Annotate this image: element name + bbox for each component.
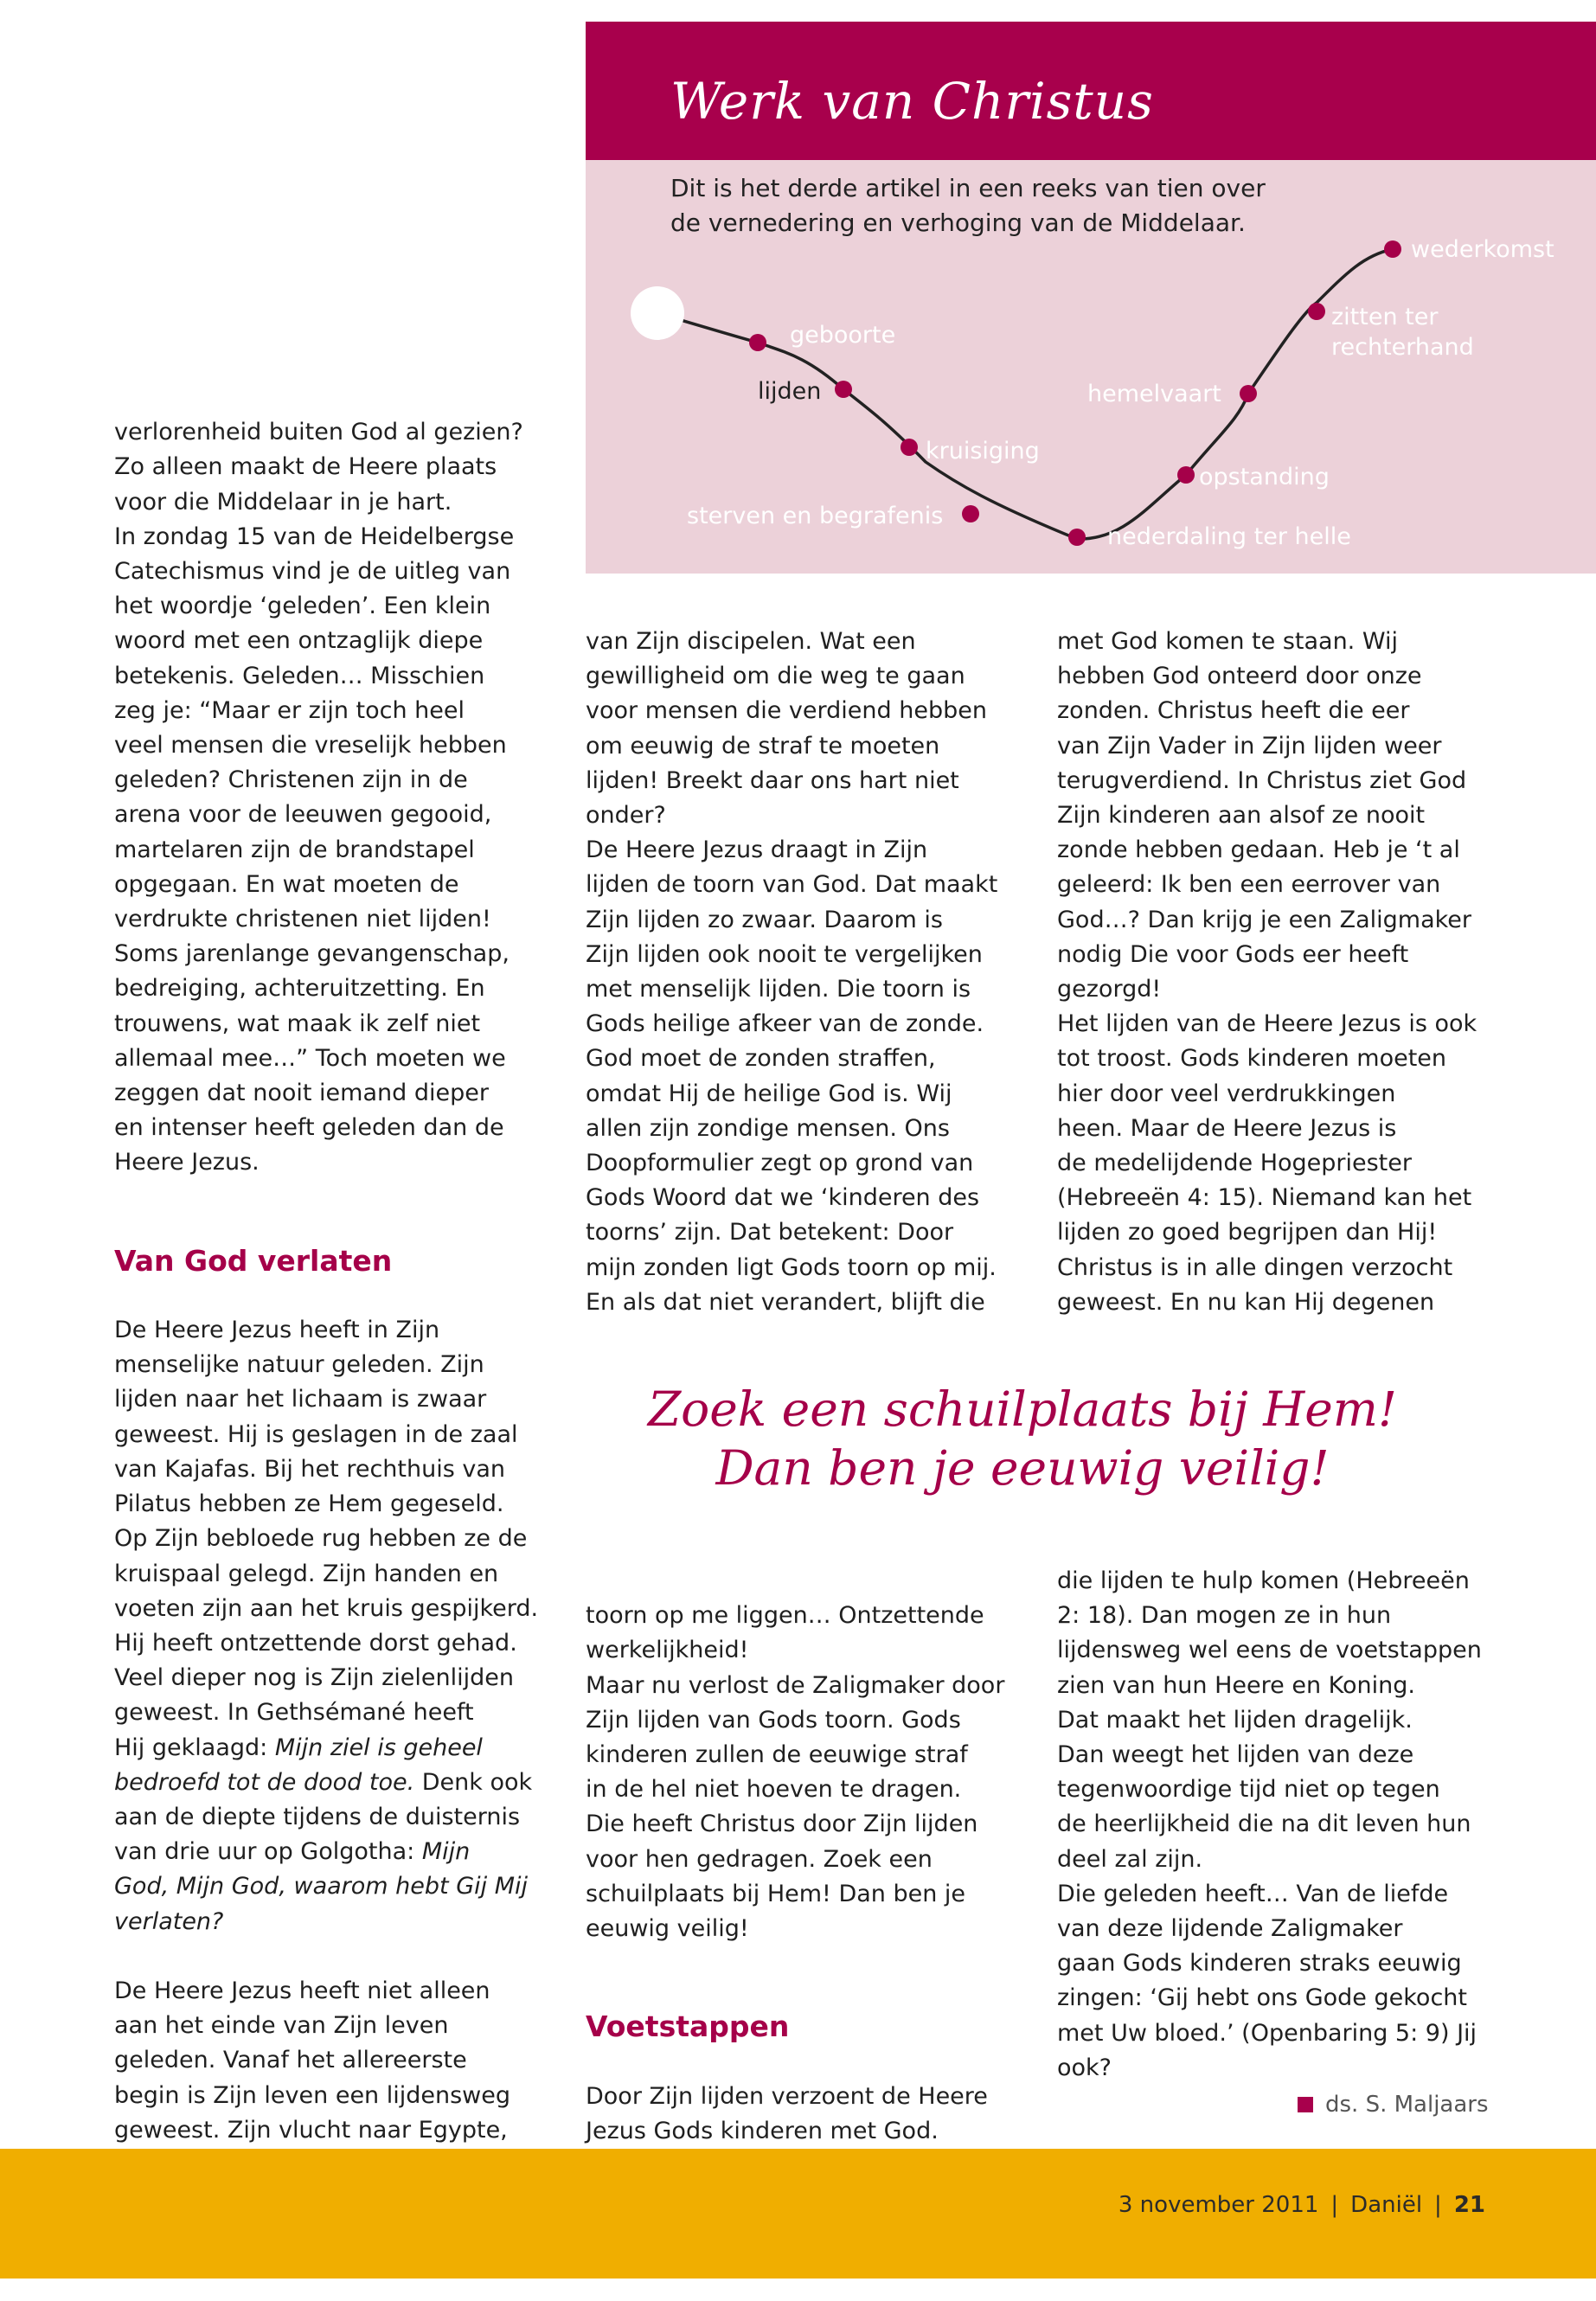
label-rechterhand: rechterhand	[1331, 334, 1474, 361]
byline-square-icon	[1298, 2097, 1313, 2112]
paragraph: De Heere Jezus heeft niet alleen aan het einde van Zijn leven geleden. Vanaf het allereerste begin is Zijn leven een lijdensweg geweest. Zijn vlucht naar Egypte,	[114, 1977, 511, 2144]
timeline-start-dot	[631, 286, 684, 340]
dot-sterven	[962, 505, 979, 522]
label-sterven-en-begrafenis: sterven en begrafenis	[687, 503, 944, 529]
label-wederkomst: wederkomst	[1411, 236, 1554, 263]
page-number: 21	[1453, 2192, 1485, 2218]
column-3-top: met God komen te staan. Wij hebben God onteerd door onze zonden. Christus heeft die eer van Zijn Vader in Zijn lijden weer terugverdiend. In Christus ziet God Zijn kinderen aan alsof ze nooit zonde hebben gedaan. Heb je ‘t al geleerd: Ik ben een eerrover van God…? Dan krijg je een Zaligmaker nodig Die voor Gods eer heeft gezorgd! Het lijden van de Heere Jezus is ook tot troost. Gods kinderen moeten hier door veel verdrukkingen heen. Maar de Heere Jezus is de medelijdende Hogepriester (Hebreeën 4: 15). Niemand kan het lijden zo goed begrijpen dan Hij! Christus is in alle dingen verzocht geweest. En nu kan Hij degenen	[1057, 628, 1477, 1316]
dot-kruisiging	[901, 439, 918, 456]
dot-wederkomst	[1384, 240, 1401, 258]
label-hemelvaart: hemelvaart	[1087, 381, 1221, 407]
footer-info	[1118, 2188, 1485, 2222]
dot-lijden	[835, 381, 852, 398]
column-1	[114, 381, 564, 2287]
paragraph-text: Denk ook aan de diepte tijdens de duisternis van drie uur op Golgotha:	[114, 1768, 533, 1866]
label-nederdaling-ter-helle: nederdaling ter helle	[1107, 523, 1351, 550]
pull-quote: Zoek een schuilplaats bij Hem! Dan ben je eeuwig veilig!	[647, 1381, 1398, 1496]
paragraph: Door Zijn lijden verzoent de Heere Jezus Gods kinderen met God.	[586, 2082, 988, 2144]
label-geboorte: geboorte	[790, 322, 896, 349]
series-intro: Dit is het derde artikel in een reeks van tien over de vernedering en verhoging van de Middelaar.	[670, 174, 1266, 237]
issue-date: 3 november 2011	[1118, 2192, 1319, 2218]
paragraph-text: De Heere Jezus heeft in Zijn menselijke natuur geleden. Zijn lijden naar het lichaam is zwaar geweest. Hij is geslagen in de zaal van Kajafas. Bij het rechthuis van Pilatus hebben ze Hem gegeseld. Op Zijn bebloede rug hebben ze de kruispaal gelegd. Zijn handen en voeten zijn aan het kruis gespijkerd. Hij heeft ontzettende dorst gehad. Veel dieper nog is Zijn zielenlijden geweest. In Gethsémané heeft Hij geklaagd:	[114, 1317, 539, 1761]
dot-nederdaling	[1068, 529, 1086, 546]
paragraph: toorn op me liggen… Ontzettende werkelijkheid! Maar nu verlost de Zaligmaker door Zijn lijden van Gods toorn. Gods kinderen zullen de eeuwige straf in de hel niet hoeven te dragen. Die heeft Christus door Zijn lijden voor hen gedragen. Zoek een schuilplaats bij Hem! Dan ben je eeuwig veilig!	[586, 1602, 1005, 1943]
label-lijden: lijden	[758, 378, 822, 405]
author-name: ds. S. Maljaars	[1325, 2092, 1489, 2118]
label-kruisiging: kruisiging	[926, 438, 1040, 465]
dot-geboorte	[749, 334, 766, 351]
magazine-name: Daniël	[1350, 2192, 1423, 2218]
paragraph	[114, 1313, 564, 1939]
dot-opstanding	[1177, 466, 1195, 484]
subheading-van-god-verlaten: Van God verlaten	[114, 1243, 393, 1278]
paragraph: verlorenheid buiten God al gezien? Zo alleen maakt de Heere plaats voor die Middelaar in je hart. In zondag 15 van de Heidelbergse Catechismus vind je de uitleg van het woordje ‘geleden’. Een klein woord met een ontzaglijk diepe betekenis. Geleden… Misschien zeg je: “Maar er zijn toch heel veel mensen die vreselijk hebben geleden? Christenen zijn in de arena voor de leeuwen gegooid, martelaren zijn de brandstapel opgegaan. En wat moeten de verdrukte christenen niet lijden! Soms jarenlange gevangenschap, bedreiging, achteruitzetting. En trouwens, wat maak ik zelf niet allemaal mee…” Toch moeten we zeggen dat nooit iemand dieper en intenser heeft geleden dan de Heere Jezus.	[114, 419, 523, 1176]
subheading-voetstappen: Voetstappen	[586, 2009, 790, 2044]
label-opstanding: opstanding	[1199, 464, 1330, 490]
timeline-diagram	[586, 160, 1596, 574]
column-2-top: van Zijn discipelen. Wat een gewilligheid om die weg te gaan voor mensen die verdiend hebben om eeuwig de straf te moeten lijden! Breekt daar ons hart niet onder? De Heere Jezus draagt in Zijn lijden de toorn van God. Dat maakt Zijn lijden zo zwaar. Daarom is Zijn lijden ook nooit te vergelijken met menselijk lijden. Die toorn is Gods heilige afkeer van de zonde. God moet de zonden straffen, omdat Hij de heilige God is. Wij allen zijn zondige mensen. Ons Doopformulier zegt op grond van Gods Woord dat we ‘kinderen des toorns’ zijn. Dat betekent: Door mijn zonden ligt Gods toorn op mij. En als dat niet verandert, blijft die	[586, 628, 998, 1316]
series-title: Werk van Christus	[670, 72, 1154, 131]
footer-separator: |	[1330, 2192, 1339, 2218]
footer-separator: |	[1434, 2192, 1442, 2218]
label-zitten-ter: zitten ter	[1331, 304, 1439, 330]
quote-gethsemane: Mijn ziel is geheel bedroefd tot de dood toe.	[114, 1734, 483, 1796]
dot-zitten	[1308, 303, 1325, 320]
column-3-bottom: die lijden te hulp komen (Hebreeën 2: 18). Dan mogen ze in hun lijdensweg wel eens de voetstappen zien van hun Heere en Koning. Dat maakt het lijden dragelijk. Dan weegt het lijden van deze tegenwoordige tijd niet op tegen de heerlijkheid die na dit leven hun deel zal zijn. Die geleden heeft… Van de liefde van deze lijdende Zaligmaker gaan Gods kinderen straks eeuwig zingen: ‘Gij hebt ons Gode gekocht met Uw bloed.’ (Openbaring 5: 9) Jij ook?	[1057, 1567, 1482, 2081]
dot-hemelvaart	[1240, 385, 1257, 402]
quote-golgotha: Mijn God, Mijn God, waarom hebt Gij Mij verlaten?	[114, 1838, 528, 1935]
author-byline	[1298, 2087, 1489, 2122]
